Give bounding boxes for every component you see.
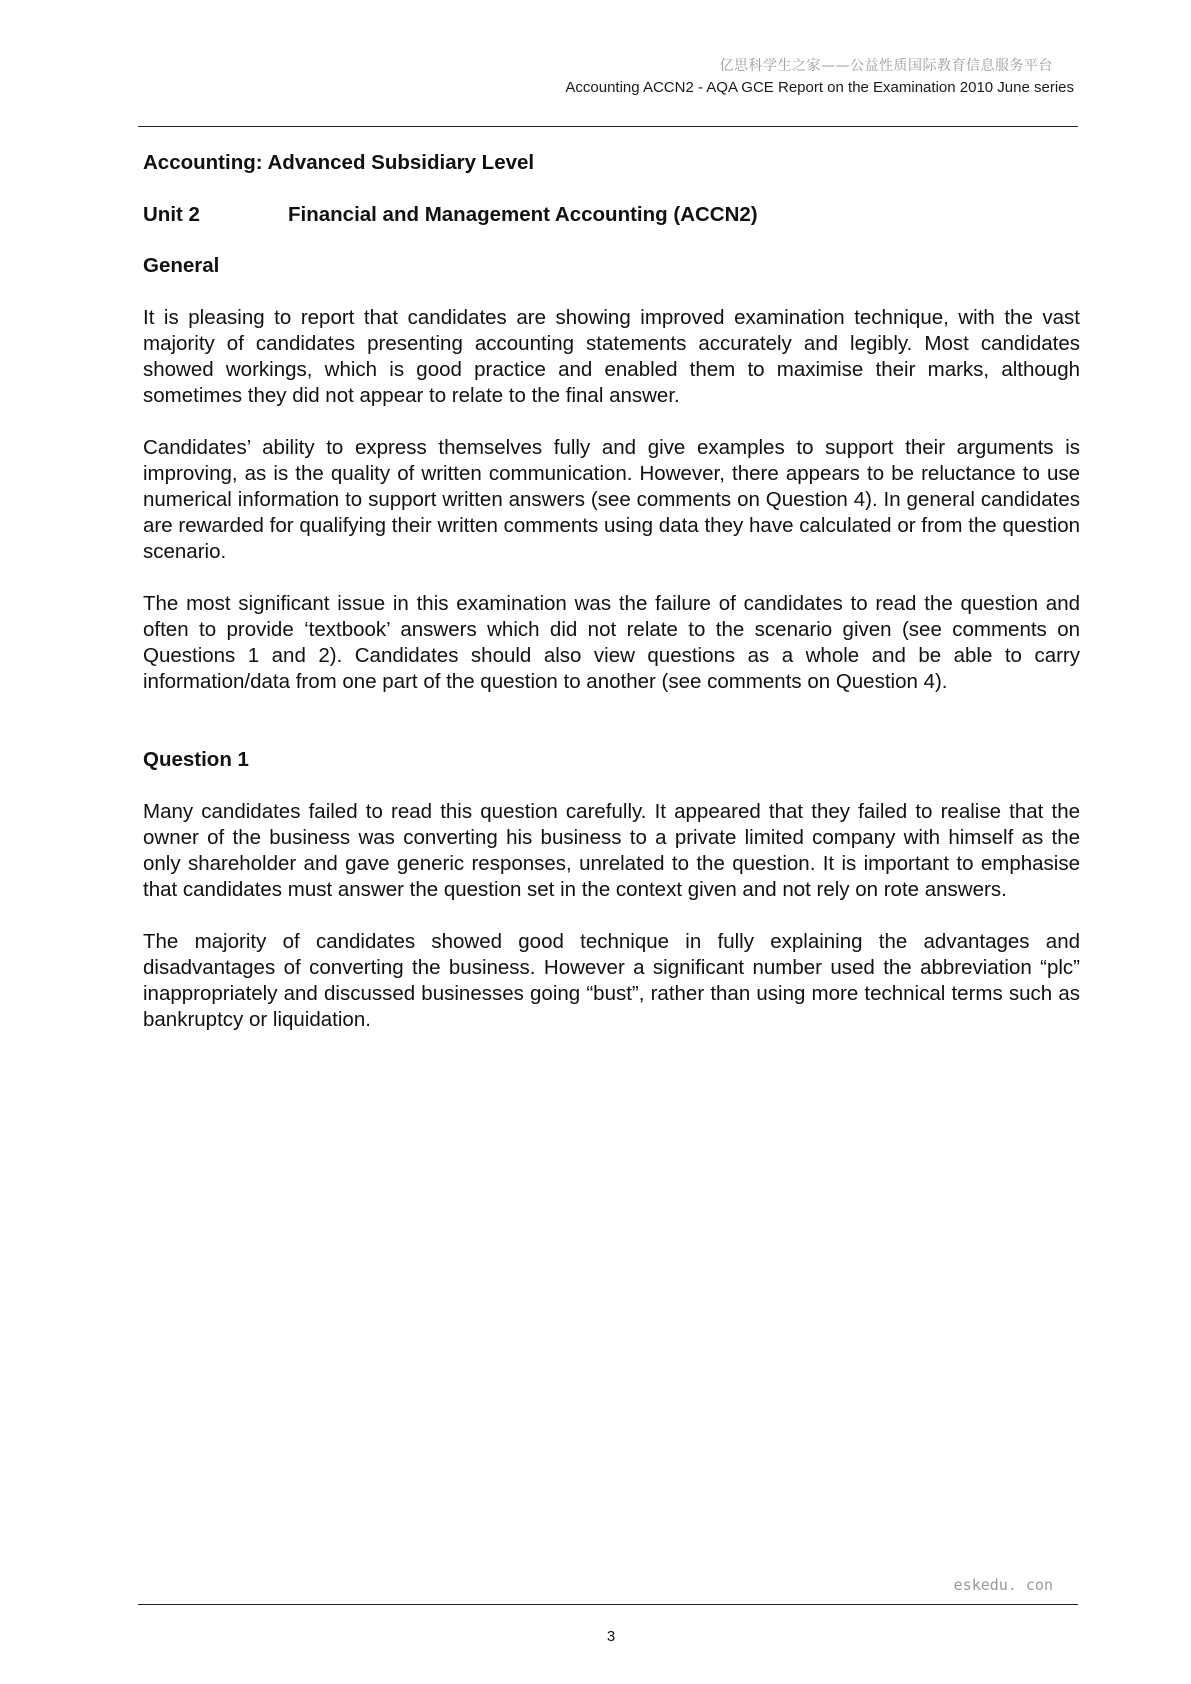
unit-heading: [143, 202, 1080, 228]
general-paragraph: The most significant issue in this examination was the failure of candidates to read the question and often to provide ‘textbook’ answers which did not relate to the scenario given (see comments on Questions 1 and 2). Candidates should also view questions as a whole and be able to carry information/data from one part of the question to another (see comments on Question 4).: [143, 591, 1080, 693]
page-number: 3: [606, 1628, 616, 1645]
section-heading-question-1: Question 1: [143, 747, 249, 771]
question-1-paragraph: Many candidates failed to read this question carefully. It appeared that they failed to realise that the owner of the business was converting his business to a private limited company with himself as the only shareholder and gave generic responses, unrelated to the question. It is important to emphasise that candidates must answer the question set in the context given and not rely on rote answers.: [143, 799, 1080, 901]
document-title: Accounting: Advanced Subsidiary Level: [143, 151, 535, 174]
footer-divider: [138, 1604, 1078, 1605]
header-divider: [138, 126, 1078, 127]
general-paragraph: Candidates’ ability to express themselves fully and give examples to support their arguments is improving, as is the quality of written communication. However, there appears to be reluctance to use numerical information to support written answers (see comments on Question 4). In general candidates are rewarded for qualifying their written comments using data they have calculated or from the question scenario.: [143, 435, 1080, 563]
footer-watermark: eskedu. con: [953, 1576, 1053, 1594]
unit-number: Unit 2: [143, 202, 200, 226]
section-heading-general: General: [143, 254, 220, 278]
running-header: Accounting ACCN2 - AQA GCE Report on the Examination 2010 June series: [565, 79, 1074, 96]
question-1-paragraph: The majority of candidates showed good technique in fully explaining the advantages and disadvantages of converting the business. However a significant number used the abbreviation “plc” inappropriately and discussed businesses going “bust”, rather than using more technical terms such as bankruptcy or liquidation.: [143, 929, 1080, 1031]
page-body: [143, 150, 1080, 1059]
unit-title: Financial and Management Accounting (ACCN2): [288, 202, 758, 226]
general-paragraph: It is pleasing to report that candidates are showing improved examination technique, with the vast majority of candidates presenting accounting statements accurately and legibly. Most candidates showed workings, which is good practice and enabled them to maximise their marks, although sometimes they did not appear to relate to the final answer.: [143, 305, 1080, 407]
header-watermark: 亿思科学生之家——公益性质国际教育信息服务平台: [719, 58, 1053, 74]
